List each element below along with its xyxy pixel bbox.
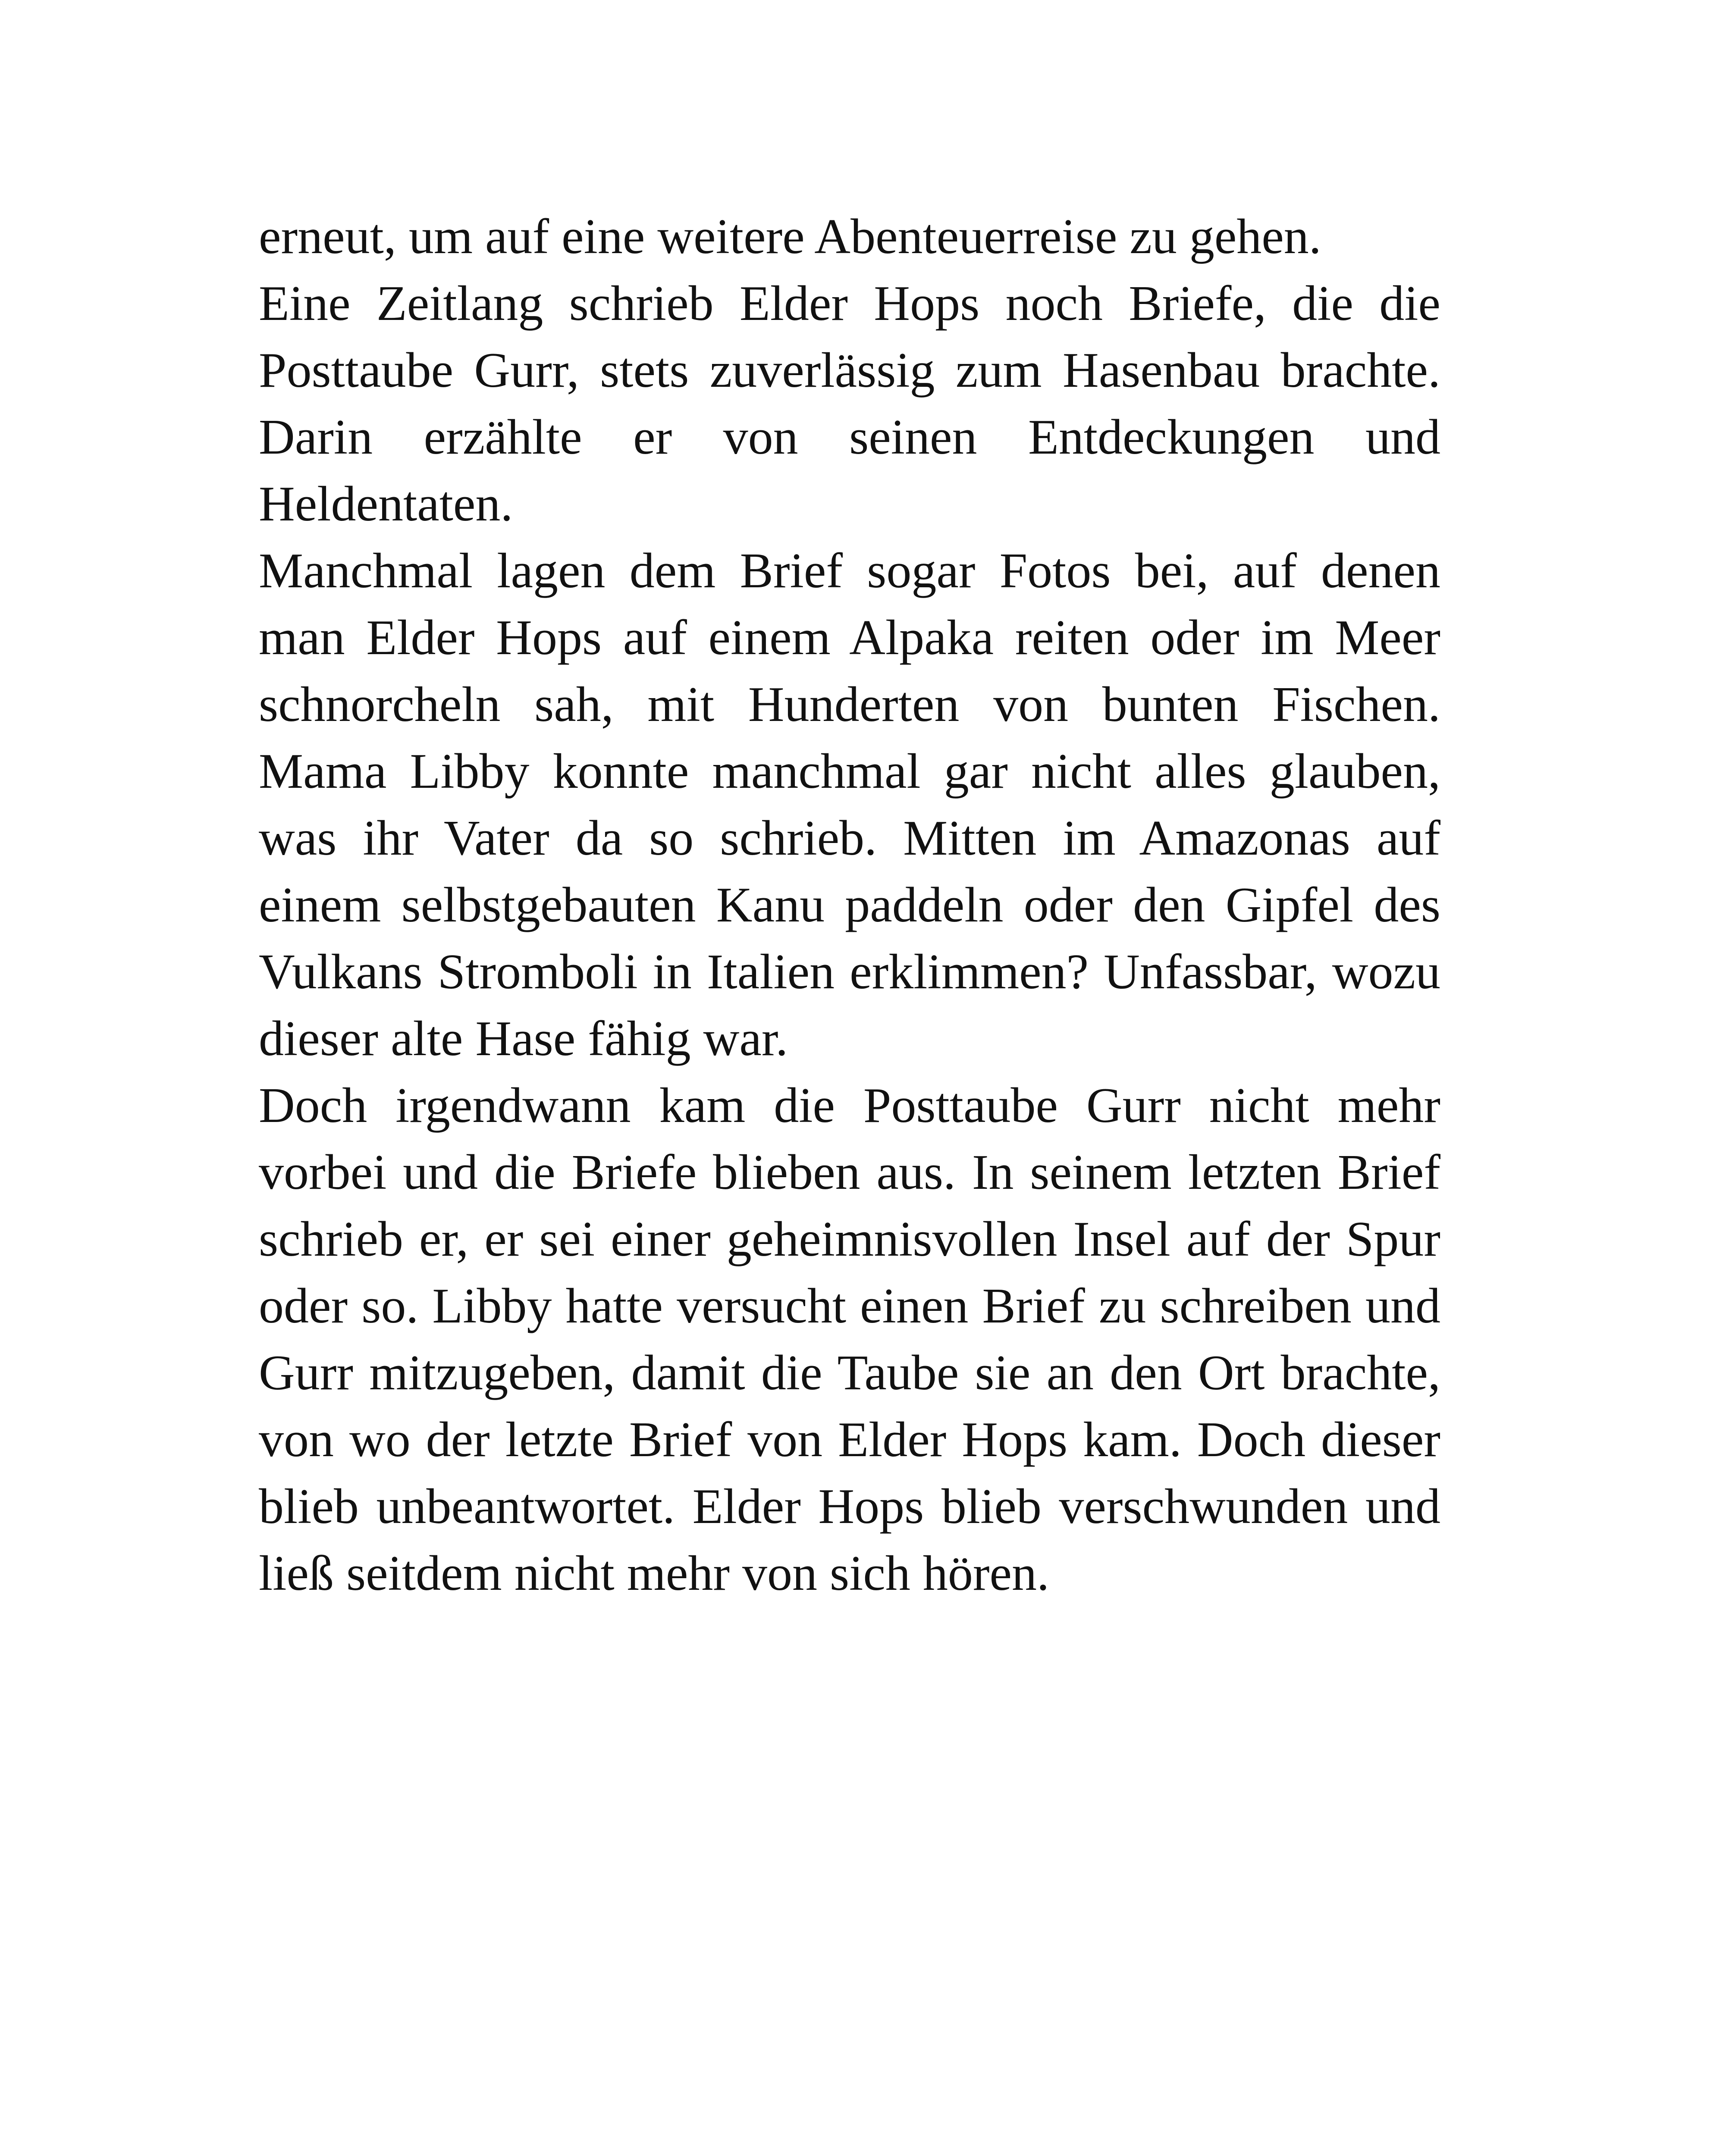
body-text (259, 204, 1440, 1607)
paragraph-3: Manchmal lagen dem Brief sogar Fotos bei, auf denen man Elder Hops auf einem Alpaka reiten oder im Meer schnorcheln sah, mit Hunderten von bunten Fischen. Mama Libby konnte manchmal gar nicht alles glauben, was ihr Vater da so schrieb. Mitten im Amazonas auf einem selbstgebauten Kanu paddeln oder den Gipfel des Vulkans Stromboli in Italien erklimmen? Unfassbar, wozu dieser alte Hase fähig war. (259, 543, 1440, 1066)
paragraph-4: Doch irgendwann kam die Posttaube Gurr nicht mehr vorbei und die Briefe blieben aus. In seinem letzten Brief schrieb er, er sei einer geheimnisvollen Insel auf der Spur oder so. Libby hatte versucht einen Brief zu schreiben und Gurr mitzugeben, damit die Taube sie an den Ort brachte, von wo der letzte Brief von Elder Hops kam. Doch dieser blieb unbeantwortet. Elder Hops blieb verschwunden und ließ seitdem nicht mehr von sich hören. (259, 1078, 1440, 1601)
paragraph-2: Eine Zeitlang schrieb Elder Hops noch Briefe, die die Posttaube Gurr, stets zuverlässig zum Hasenbau brachte. Darin erzählte er von seinen Entdeckungen und Heldentaten. (259, 276, 1440, 532)
paragraph-1: erneut, um auf eine weitere Abenteuerreise zu gehen. (259, 209, 1321, 264)
